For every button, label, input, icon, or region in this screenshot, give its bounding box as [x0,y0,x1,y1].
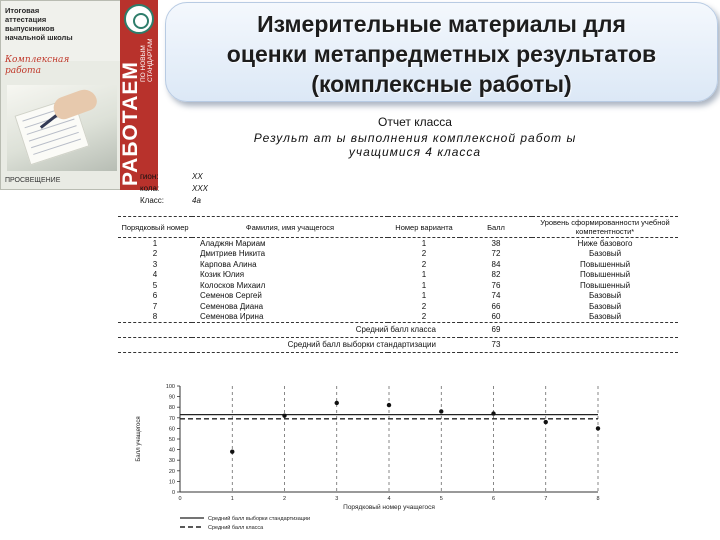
sample-average-row [118,338,678,353]
column-header: Порядковый номер [118,217,192,238]
cell-name: Козик Юлия [200,270,245,280]
class-average-label: Средний балл класса [118,323,460,338]
cover-band-small-text: ПО НОВЫМ СТАНДАРТАМ [140,38,154,82]
legend-class-label: Средний балл класса [208,525,264,531]
meta-value: 4а [192,196,201,205]
x-tick-label: 7 [544,496,548,502]
cell-name: Карпова Алина [200,259,257,269]
cell-num: 6 [152,291,158,301]
table-row [118,281,678,292]
cell-variant: 1 [421,270,427,280]
cell-score: 84 [491,259,501,269]
legend-sample-label: Средний балл выборки стандартизации [208,516,311,522]
x-tick-label: 6 [491,496,496,502]
y-tick-label: 60 [168,426,175,433]
table-row [118,312,678,323]
slide-heading [165,2,718,102]
y-tick-label: 30 [168,458,175,465]
data-point [387,403,391,407]
cell-score: 82 [491,270,501,280]
cell-num: 8 [152,312,158,321]
cell-variant: 2 [421,259,427,269]
sample-average-label: Средний балл выборки стандартизации [118,338,460,353]
cell-level: Повышенный [579,259,631,269]
x-tick-label: 5 [439,496,443,502]
cell-level: Базовый [588,301,622,311]
cell-num: 7 [152,301,158,311]
data-point [544,420,548,424]
meta-school [140,184,208,194]
x-axis-label: Порядковый номер учащегося [343,504,435,511]
cell-level: Ниже базового [577,239,633,248]
table-row [118,291,678,302]
data-point [439,409,443,413]
y-tick-label: 80 [168,405,175,412]
x-tick-label: 1 [230,496,234,502]
x-tick-label: 4 [387,496,391,502]
cell-name: Дмитриев Никита [200,249,266,259]
meta-value: XXX [192,184,209,193]
report-title: Отчет класса [378,115,452,129]
cell-score: 72 [491,249,501,259]
data-point [282,413,286,417]
cell-level: Базовый [588,291,622,301]
y-tick-label: 0 [171,490,175,496]
column-header: Фамилия, имя учащегося [192,217,388,238]
cover-band-main-text: РАБОТАЕМ [119,61,142,186]
table-header-row [118,217,678,238]
cell-num: 5 [152,280,158,290]
sample-average-value: 73 [460,338,532,353]
x-tick-label: 3 [335,496,339,502]
cell-name: Аладжян Мариам [200,239,266,248]
y-axis-label: Балл учащегося [136,416,142,462]
class-average-value: 69 [460,323,532,338]
cell-level: Базовый [588,249,622,259]
class-average-row [118,323,678,338]
cell-variant: 2 [421,301,427,311]
meta-class [140,196,201,206]
column-header: Номер варианта [388,217,460,238]
cell-score: 60 [491,312,501,321]
y-tick-label: 100 [165,384,175,390]
meta-region [140,172,203,182]
cell-variant: 1 [421,291,427,301]
meta-label: кола: [140,184,160,193]
cell-level: Базовый [588,312,622,321]
x-tick-label: 8 [596,496,600,502]
table-row [118,260,678,271]
meta-label: Класс: [140,196,164,205]
x-tick-label: 2 [282,496,287,502]
cell-score: 38 [491,239,501,248]
cell-score: 74 [491,291,501,301]
meta-value: XX [192,172,203,181]
cell-variant: 1 [421,239,427,248]
cell-variant: 2 [421,312,427,321]
cell-name: Колосков Михаил [200,280,266,290]
cover-photo [7,85,117,171]
cell-variant: 2 [421,249,427,259]
x-tick-label: 0 [178,496,182,502]
y-tick-label: 20 [168,468,175,475]
publisher-logo: ПРОСВЕЩЕНИЕ [5,177,61,184]
cover-title: Итоговая аттестация выпускников начальной школы [5,6,73,42]
cell-score: 66 [491,301,501,311]
data-point [335,401,339,405]
data-point [491,411,495,415]
scores-chart [118,382,608,540]
cover-subtitle: Комплексная работа [5,55,70,76]
results-table [118,216,678,353]
cell-name: Семенова Ирина [200,312,264,321]
column-header: Балл [460,217,532,238]
data-point [596,426,600,430]
y-tick-label: 70 [168,415,175,422]
cell-name: Семенов Сергей [200,291,262,301]
y-tick-label: 90 [168,394,175,401]
cell-num: 4 [152,270,158,280]
cell-num: 1 [152,239,158,248]
data-point [230,450,234,454]
cell-score: 76 [491,280,501,290]
column-header: Уровень сформированности учебной компетентности* [532,217,678,238]
table-row [118,302,678,313]
cell-variant: 1 [421,280,427,290]
report-subtitle: Результ ат ы выполнения комплексной работ ы учащимися 4 класса [253,131,577,159]
heading-line-2: оценки метапредметных результатов [226,41,657,67]
meta-label: гион: [140,172,159,181]
heading-line-1: Измерительные материалы для [257,11,626,37]
cell-level: Повышенный [579,280,631,290]
table-row [118,249,678,260]
table-row [118,238,678,250]
y-tick-label: 40 [168,447,175,454]
cell-level: Повышенный [579,270,631,280]
cell-name: Семенова Диана [200,301,264,311]
cell-num: 2 [152,249,158,259]
cell-num: 3 [152,259,158,269]
y-tick-label: 50 [168,437,175,443]
table-row [118,270,678,281]
heading-line-3: (комплексные работы) [311,71,572,97]
y-tick-label: 10 [168,479,175,486]
